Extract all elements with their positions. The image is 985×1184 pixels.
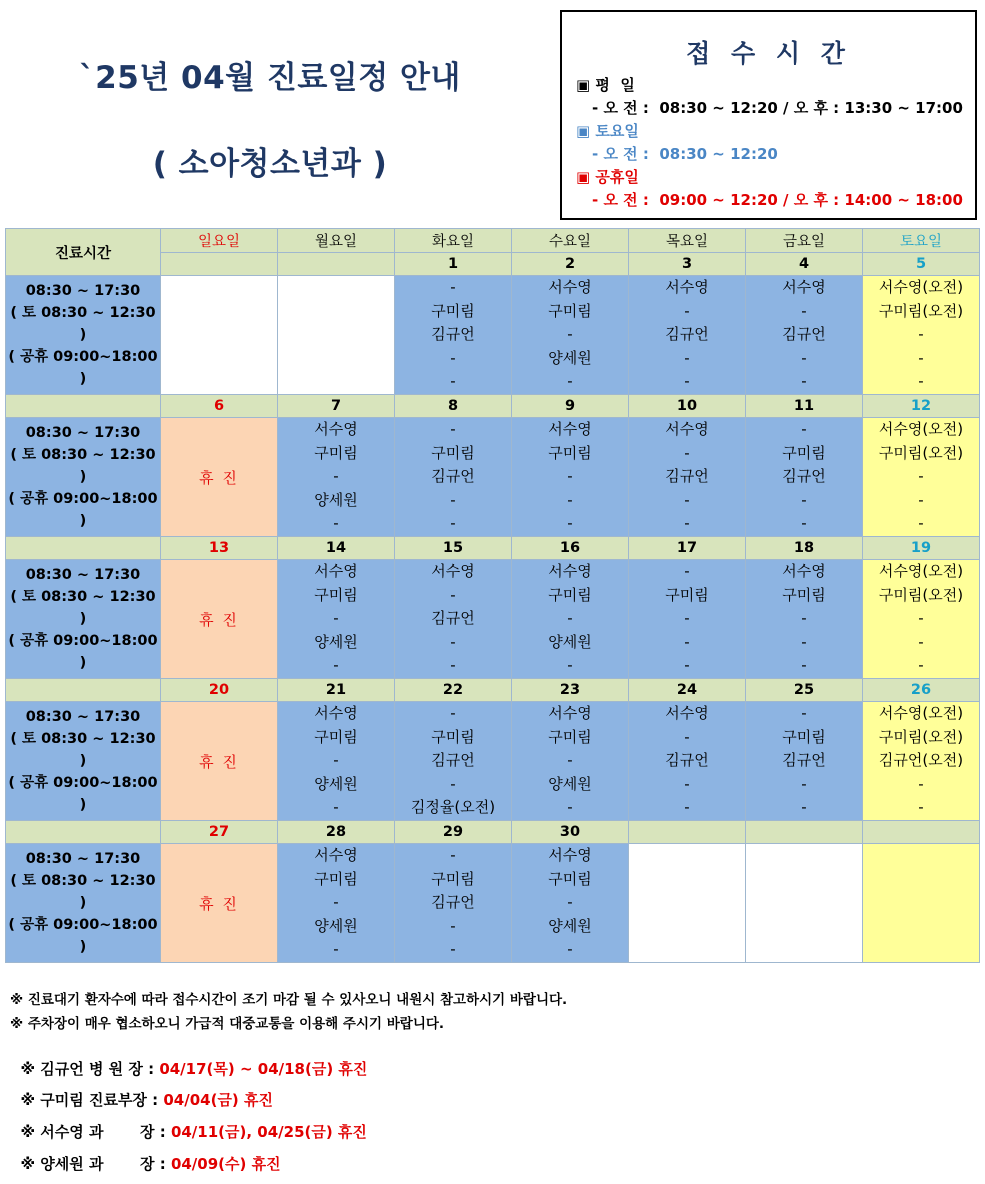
doctor-slot: - xyxy=(801,348,807,367)
doctor-slot: - xyxy=(801,704,807,723)
doctor-slot: - xyxy=(567,514,573,533)
date-number: 20 xyxy=(161,679,278,702)
date-number: 18 xyxy=(746,537,863,560)
day-cell xyxy=(395,844,512,963)
doctor-slot: - xyxy=(918,467,924,486)
doctor-slot: - xyxy=(450,632,456,651)
doctor-slot: 구미림 xyxy=(782,585,826,604)
hours-line: ( 토 08:30 ~ 12:30 ) xyxy=(10,731,156,769)
hours-line: ( 토 08:30 ~ 12:30 ) xyxy=(10,873,156,911)
doctor-slot: 양세원 xyxy=(548,774,592,793)
doctor-slot: 김규언 xyxy=(431,467,475,486)
weekday-time: - 오 전 : 08:30 ~ 12:20 / 오 후 : 13:30 ~ 17:00 xyxy=(592,99,963,117)
doctor-slot: 구미림 xyxy=(548,443,592,462)
date-number: 2 xyxy=(512,253,629,276)
day-header: 화요일 xyxy=(395,229,512,253)
date-number: 1 xyxy=(395,253,512,276)
doctor-slot: 김규언 xyxy=(665,751,709,770)
leave-doctor-label: ※ 서수영 과 장 : xyxy=(20,1123,171,1141)
doctor-slot: - xyxy=(684,609,690,628)
doctor-slot: - xyxy=(918,632,924,651)
day-cell xyxy=(395,418,512,537)
day-cell xyxy=(629,844,746,963)
doctor-slot: - xyxy=(567,325,573,344)
hours-line: ( 공휴 09:00~18:00 ) xyxy=(8,775,158,813)
doctor-slot: 양세원 xyxy=(314,916,358,935)
date-number: 28 xyxy=(278,821,395,844)
hours-cell xyxy=(6,418,161,537)
week-row xyxy=(6,418,980,537)
doctor-slot: 구미림(오전) xyxy=(878,727,964,746)
doctor-slot: 양세원 xyxy=(314,632,358,651)
hours-cell xyxy=(6,276,161,395)
day-cell xyxy=(863,560,980,679)
date-number: 15 xyxy=(395,537,512,560)
doctor-slot: 서수영 xyxy=(782,278,826,297)
doctor-slot: 김규언 xyxy=(431,893,475,912)
doctor-slot: - xyxy=(333,798,339,817)
reception-hours-box xyxy=(560,10,977,220)
doctor-slot: - xyxy=(801,632,807,651)
day-cell xyxy=(863,844,980,963)
doctor-slot: - xyxy=(918,490,924,509)
day-cell xyxy=(512,844,629,963)
date-number: 8 xyxy=(395,395,512,418)
hours-line: ( 공휴 09:00~18:00 ) xyxy=(8,349,158,387)
doctor-slot: 구미림 xyxy=(782,443,826,462)
date-number xyxy=(863,821,980,844)
doctor-slot: - xyxy=(684,443,690,462)
doctor-slot: 서수영 xyxy=(665,704,709,723)
doctor-slot: - xyxy=(450,846,456,865)
doctor-slot: 김규언 xyxy=(431,609,475,628)
doctor-slot: - xyxy=(918,609,924,628)
doctor-slot: - xyxy=(450,420,456,439)
day-cell xyxy=(746,702,863,821)
doctor-slot: 구미림 xyxy=(314,727,358,746)
doctor-slot: - xyxy=(684,490,690,509)
doctor-slot: 양세원 xyxy=(548,632,592,651)
holiday-label: ▣ 공휴일 xyxy=(576,168,639,186)
doctor-slot: 구미림 xyxy=(548,301,592,320)
date-number: 11 xyxy=(746,395,863,418)
day-cell xyxy=(278,276,395,395)
week-row xyxy=(6,276,980,395)
doctor-slot: - xyxy=(333,514,339,533)
hours-line: 08:30 ~ 17:30 xyxy=(25,567,141,583)
doctor-slot: 김정율(오전) xyxy=(410,798,496,817)
date-number: 7 xyxy=(278,395,395,418)
doctor-slot: 구미림(오전) xyxy=(878,301,964,320)
doctor-slot: - xyxy=(684,798,690,817)
doctor-slot: 구미림 xyxy=(548,869,592,888)
doctor-slot: 서수영 xyxy=(314,704,358,723)
doctor-slot: 구미림 xyxy=(548,585,592,604)
doctor-slot: 구미림 xyxy=(431,443,475,462)
hours-line: ( 공휴 09:00~18:00 ) xyxy=(8,491,158,529)
doctor-slot: 구미림 xyxy=(431,869,475,888)
doctor-slot: - xyxy=(450,940,456,959)
doctor-slot: 서수영 xyxy=(665,278,709,297)
doctor-slot: 김규언 xyxy=(782,467,826,486)
doctor-slot: 구미림(오전) xyxy=(878,443,964,462)
doctor-slot: - xyxy=(801,372,807,391)
department-title: ( 소아청소년과 ) xyxy=(152,146,388,182)
day-header: 토요일 xyxy=(863,229,980,253)
holiday-time: - 오 전 : 09:00 ~ 12:20 / 오 후 : 14:00 ~ 18:00 xyxy=(592,191,963,209)
doctor-slot: 서수영 xyxy=(314,420,358,439)
day-cell xyxy=(863,276,980,395)
day-header-row xyxy=(6,229,980,253)
date-number xyxy=(746,821,863,844)
doctor-slot: 서수영 xyxy=(548,562,592,581)
doctor-slot: - xyxy=(918,514,924,533)
hours-line: ( 공휴 09:00~18:00 ) xyxy=(8,633,158,671)
day-cell xyxy=(512,702,629,821)
doctor-slot: - xyxy=(684,562,690,581)
doctor-slot: - xyxy=(684,301,690,320)
leave-dates: 04/04(금) 휴진 xyxy=(163,1091,273,1109)
closed-label: 휴 진 xyxy=(199,468,239,487)
day-cell xyxy=(629,560,746,679)
doctor-slot: 서수영 xyxy=(548,846,592,865)
closed-day-cell xyxy=(161,702,278,821)
day-cell xyxy=(278,702,395,821)
doctor-slot: - xyxy=(450,490,456,509)
doctor-slot: - xyxy=(801,609,807,628)
day-cell xyxy=(863,702,980,821)
doctor-slot: - xyxy=(684,514,690,533)
doctor-slot: - xyxy=(450,774,456,793)
day-cell xyxy=(863,418,980,537)
doctor-slot: 구미림 xyxy=(314,869,358,888)
doctor-slot: 서수영(오전) xyxy=(878,278,964,297)
doctor-slot: - xyxy=(567,893,573,912)
date-number: 10 xyxy=(629,395,746,418)
doctor-slot: - xyxy=(918,774,924,793)
doctor-slot: - xyxy=(450,278,456,297)
week-row xyxy=(6,560,980,679)
day-cell xyxy=(278,844,395,963)
hours-line: ( 토 08:30 ~ 12:30 ) xyxy=(10,305,156,343)
date-row-spacer xyxy=(6,679,161,702)
doctor-slot: 서수영 xyxy=(548,704,592,723)
date-number: 4 xyxy=(746,253,863,276)
doctor-slot: - xyxy=(567,609,573,628)
date-number: 22 xyxy=(395,679,512,702)
doctor-slot: - xyxy=(918,372,924,391)
hours-line: ( 토 08:30 ~ 12:30 ) xyxy=(10,589,156,627)
doctor-slot: 구미림 xyxy=(314,585,358,604)
date-number: 26 xyxy=(863,679,980,702)
day-cell xyxy=(512,418,629,537)
day-cell xyxy=(746,418,863,537)
doctor-slot: - xyxy=(450,514,456,533)
date-number: 14 xyxy=(278,537,395,560)
day-cell xyxy=(629,276,746,395)
doctor-slot: - xyxy=(333,940,339,959)
date-number: 16 xyxy=(512,537,629,560)
date-number: 6 xyxy=(161,395,278,418)
doctor-slot: 양세원 xyxy=(548,916,592,935)
day-header: 금요일 xyxy=(746,229,863,253)
day-header: 수요일 xyxy=(512,229,629,253)
doctor-slot: 서수영 xyxy=(431,562,475,581)
date-row xyxy=(6,679,980,702)
date-number xyxy=(161,253,278,276)
doctor-slot: - xyxy=(333,467,339,486)
leave-dates: 04/09(수) 휴진 xyxy=(170,1155,281,1173)
closed-day-cell xyxy=(161,560,278,679)
doctor-slot: 서수영 xyxy=(782,562,826,581)
doctor-slot: 김규언 xyxy=(431,751,475,770)
doctor-slot: - xyxy=(567,467,573,486)
date-number: 25 xyxy=(746,679,863,702)
day-cell xyxy=(746,844,863,963)
doctor-slot: - xyxy=(918,348,924,367)
leave-dates: 04/11(금), 04/25(금) 휴진 xyxy=(170,1123,367,1141)
doctor-slot: - xyxy=(801,656,807,675)
date-number: 23 xyxy=(512,679,629,702)
day-cell xyxy=(278,418,395,537)
doctor-slot: - xyxy=(450,585,456,604)
day-cell xyxy=(278,560,395,679)
doctor-slot: - xyxy=(450,656,456,675)
doctor-slot: - xyxy=(450,916,456,935)
doctor-slot: - xyxy=(684,372,690,391)
hours-line: 08:30 ~ 17:30 xyxy=(25,709,141,725)
doctor-slot: 구미림 xyxy=(431,727,475,746)
date-number: 5 xyxy=(863,253,980,276)
doctor-slot: 서수영(오전) xyxy=(878,562,964,581)
hours-line: 08:30 ~ 17:30 xyxy=(25,283,141,299)
date-number: 27 xyxy=(161,821,278,844)
doctor-slot: - xyxy=(801,420,807,439)
closed-label: 휴 진 xyxy=(199,610,239,629)
doctor-slot: - xyxy=(684,727,690,746)
closed-day-cell xyxy=(161,418,278,537)
day-cell xyxy=(746,276,863,395)
hours-cell xyxy=(6,702,161,821)
doctor-slot: 서수영 xyxy=(548,420,592,439)
date-number: 13 xyxy=(161,537,278,560)
hours-line: ( 공휴 09:00~18:00 ) xyxy=(8,917,158,955)
doctor-slot: - xyxy=(567,798,573,817)
week-row xyxy=(6,844,980,963)
doctor-slot: - xyxy=(801,301,807,320)
reception-title: 접 수 시 간 xyxy=(686,39,851,68)
doctor-slot: 구미림 xyxy=(431,301,475,320)
doctor-slot: 양세원 xyxy=(314,774,358,793)
doctor-slot: 양세원 xyxy=(548,348,592,367)
doctor-slot: 김규언(오전) xyxy=(878,751,964,770)
doctor-slot: - xyxy=(801,798,807,817)
day-cell xyxy=(746,560,863,679)
day-header: 일요일 xyxy=(161,229,278,253)
doctor-slot: - xyxy=(567,751,573,770)
day-cell xyxy=(629,702,746,821)
doctor-slot: - xyxy=(450,372,456,391)
doctor-slot: - xyxy=(333,751,339,770)
doctor-slot: - xyxy=(450,348,456,367)
hours-cell xyxy=(6,560,161,679)
doctor-slot: - xyxy=(918,656,924,675)
date-number: 12 xyxy=(863,395,980,418)
doctor-slot: - xyxy=(567,656,573,675)
saturday-label: ▣ 토요일 xyxy=(576,122,639,140)
doctor-slot: 서수영 xyxy=(314,846,358,865)
doctor-slot: 구미림 xyxy=(314,443,358,462)
hours-line: 08:30 ~ 17:30 xyxy=(25,851,141,867)
doctor-slot: - xyxy=(333,609,339,628)
closed-day-cell xyxy=(161,844,278,963)
hours-line: ( 토 08:30 ~ 12:30 ) xyxy=(10,447,156,485)
doctor-slot: - xyxy=(333,893,339,912)
doctor-slot: - xyxy=(567,372,573,391)
notice-parking: ※ 주차장이 매우 협소하오니 가급적 대중교통을 이용해 주시기 바랍니다. xyxy=(10,1016,445,1032)
doctor-slot: - xyxy=(567,490,573,509)
day-cell xyxy=(395,560,512,679)
date-row-spacer xyxy=(6,537,161,560)
hours-line: 08:30 ~ 17:30 xyxy=(25,425,141,441)
doctor-slot: 서수영 xyxy=(548,278,592,297)
doctor-slot: 김규언 xyxy=(431,325,475,344)
date-number xyxy=(278,253,395,276)
date-row-spacer xyxy=(6,821,161,844)
doctor-slot: - xyxy=(801,514,807,533)
doctor-slot: 김규언 xyxy=(665,325,709,344)
day-cell xyxy=(629,418,746,537)
date-row xyxy=(6,821,980,844)
day-cell xyxy=(512,560,629,679)
doctor-slot: 서수영(오전) xyxy=(878,704,964,723)
hours-cell xyxy=(6,844,161,963)
date-number: 17 xyxy=(629,537,746,560)
day-cell xyxy=(161,276,278,395)
leave-doctor-label: ※ 김규언 병 원 장 : xyxy=(20,1060,160,1078)
doctor-slot: 서수영 xyxy=(665,420,709,439)
doctor-slot: 양세원 xyxy=(314,490,358,509)
doctor-slot: - xyxy=(333,656,339,675)
date-number: 29 xyxy=(395,821,512,844)
doctor-slot: 구미림 xyxy=(548,727,592,746)
notice-early-close: ※ 진료대기 환자수에 따라 접수시간이 조기 마감 될 수 있사오니 내원시 참고하시기 바랍니다. xyxy=(10,992,568,1008)
time-column-header: 진료시간 xyxy=(6,229,161,276)
date-number: 9 xyxy=(512,395,629,418)
day-header: 목요일 xyxy=(629,229,746,253)
date-number: 24 xyxy=(629,679,746,702)
closed-label: 휴 진 xyxy=(199,894,239,913)
doctor-slot: - xyxy=(684,632,690,651)
date-number xyxy=(629,821,746,844)
doctor-slot: - xyxy=(801,774,807,793)
date-number: 30 xyxy=(512,821,629,844)
doctor-slot: - xyxy=(684,656,690,675)
weekday-label: ▣ 평 일 xyxy=(576,76,635,94)
closed-label: 휴 진 xyxy=(199,752,239,771)
date-number: 3 xyxy=(629,253,746,276)
schedule-table xyxy=(5,228,980,963)
doctor-slot: - xyxy=(918,798,924,817)
doctor-slot: 구미림 xyxy=(665,585,709,604)
doctor-slot: - xyxy=(918,325,924,344)
leave-dates: 04/17(목) ~ 04/18(금) 휴진 xyxy=(159,1060,368,1078)
doctor-slot: - xyxy=(684,348,690,367)
leave-doctor-label: ※ 구미림 진료부장 : xyxy=(20,1091,164,1109)
doctor-slot: 구미림(오전) xyxy=(878,585,964,604)
week-row xyxy=(6,702,980,821)
doctor-slot: - xyxy=(684,774,690,793)
day-cell xyxy=(512,276,629,395)
day-header: 월요일 xyxy=(278,229,395,253)
doctor-slot: 김규언 xyxy=(665,467,709,486)
date-row xyxy=(6,537,980,560)
doctor-slot: 서수영(오전) xyxy=(878,420,964,439)
doctor-slot: 구미림 xyxy=(782,727,826,746)
page-title: `25년 04월 진료일정 안내 xyxy=(79,60,461,96)
saturday-time: - 오 전 : 08:30 ~ 12:20 xyxy=(592,145,778,163)
doctor-slot: 김규언 xyxy=(782,751,826,770)
doctor-slot: - xyxy=(801,490,807,509)
doctor-slot: 김규언 xyxy=(782,325,826,344)
date-number: 19 xyxy=(863,537,980,560)
doctor-slot: 서수영 xyxy=(314,562,358,581)
date-row-spacer xyxy=(6,395,161,418)
day-cell xyxy=(395,702,512,821)
day-cell xyxy=(395,276,512,395)
date-number: 21 xyxy=(278,679,395,702)
date-row xyxy=(6,395,980,418)
leave-item xyxy=(10,1135,281,1174)
leave-doctor-label: ※ 양세원 과 장 : xyxy=(20,1155,171,1173)
doctor-slot: - xyxy=(450,704,456,723)
doctor-slot: - xyxy=(567,940,573,959)
